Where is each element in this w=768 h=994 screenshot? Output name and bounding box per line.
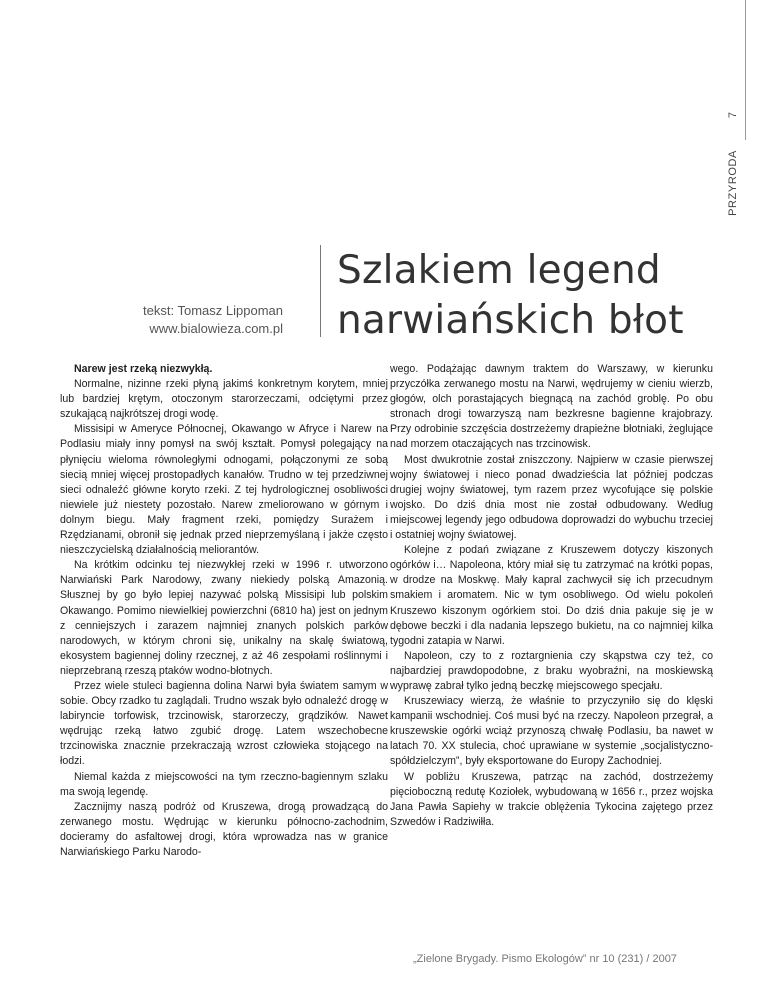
publication-citation: „Zielone Brygady. Pismo Ekologów” nr 10 (231) / 2007 <box>413 953 677 965</box>
article-title <box>337 246 684 346</box>
paragraph: Missisipi w Ameryce Północnej, Okawango w Afryce i Narew na Podlasiu miały inny pomysł na swój kształt. Pomysł polegający na płynięciu wieloma równoległymi odnogami, połączonymi ze sobą siecią mniej więcej prostopadłych kanałów. Trudno w tej przedziwnej sieci odnaleźć główne koryto rzeki. Z tej hydrologicznej osobliwości niewiele już niestety pozostało. Narew zmeliorowano w górnym i dolnym biegu. Mały fragment rzeki, pomiędzy Surażem i Rzędzianami, obronił się jednak przed nieprzemyślaną i jakże często nieszczycielską działalnością meliorantów. <box>60 423 388 557</box>
title-rule <box>320 245 321 337</box>
title-line-2: narwiańskich błot <box>337 298 684 343</box>
website-line: www.bialowieza.com.pl <box>149 321 283 336</box>
paragraph: Zacznijmy naszą podróż od Kruszewa, drogą prowadzącą do zerwanego mostu. Wędrując w kierunku północno-zachodnim, docieramy do asfaltowej drogi, która wprowadza nas w granice Narwiańskiego Parku Narodo- <box>60 800 388 858</box>
paragraph: Normalne, nizinne rzeki płyną jakimś konkretnym korytem, mniej lub bardziej krętym, otoczonym starorzeczami, odciętymi przez szukającą najkrótszej drogi wodę. <box>60 378 388 421</box>
paragraph: Na krótkim odcinku tej niezwykłej rzeki w 1996 r. utworzono Narwiański Park Narodowy, zwany niekiedy polską Amazonią. Słusznej by go było lepiej nazywać polską Missisipi lub polskim Okawango. Pomimo niewielkiej powierzchni (6810 ha) jest on jednym z cenniejszych i zarazem najmniej znanych polskich parków narodowych, w którym chroni się, unikalny na skalę światową, ekosystem bagiennej doliny rzecznej, z aż 46 zespołami roślinnymi i nieprzebraną rzeszą ptaków wodno-błotnych. <box>60 559 388 677</box>
lead-paragraph: Narew jest rzeką niezwykłą. <box>74 363 213 375</box>
byline <box>143 302 283 338</box>
page-number: 7 <box>727 112 739 119</box>
margin-rule <box>745 0 746 140</box>
paragraph: Napoleon, czy to z roztargnienia czy skąpstwa czy też, co najbardziej prawdopodobne, z braku wyobraźni, na moskiewską wyprawę zabrał tylko jedną beczkę miejscowego specjału. <box>390 649 713 692</box>
title-line-1: Szlakiem legend <box>337 248 661 293</box>
paragraph: W pobliżu Kruszewa, patrząc na zachód, dostrzeżemy pięcioboczną redutę Koziołek, wybudowaną w 1656 r., przez wojska Jana Pawła Sapiehy w trakcie oblężenia Tykocina zajętego przez Szwedów i Radziwiłła. <box>390 770 713 828</box>
article-column-1 <box>60 362 388 860</box>
paragraph: Kolejne z podań związane z Kruszewem dotyczy kiszonych ogórków i… Napoleona, który miał się tu zatrzymać na krótki popas, w drodze na Moskwę. Mały kapral zachwycił się ich przecudnym smakiem i aromatem. Nic w tym osobliwego. Od wielu pokoleń Kruszewo kiszonym ogórkiem stoi. Do dziś dnia pakuje się je w dębowe beczki i dla nadania lepszego bukietu, na co najmniej kilka tygodni zatapia w Narwi. <box>390 544 713 647</box>
article-column-2 <box>390 362 713 830</box>
author-line: tekst: Tomasz Lippoman <box>143 303 283 318</box>
paragraph: wego. Podążając dawnym traktem do Warszawy, w kierunku przyczółka zerwanego mostu na Narwi, wędrujemy w cieniu wierzb, głogów, olch porastających biegnącą na zachód groblę. Po obu stronach drogi towarzyszą nam bezkresne bagienne krajobrazy. Przy odrobinie szczęścia dostrzeżemy drapieżne błotniaki, żeglujące nad morzem otaczających nas trzcinowisk. <box>390 363 713 451</box>
section-label: PRZYRODA <box>727 150 739 216</box>
paragraph: Niemal każda z miejscowości na tym rzeczno-bagiennym szlaku ma swoją legendę. <box>60 770 388 798</box>
paragraph: Przez wiele stuleci bagienna dolina Narwi była światem samym w sobie. Obcy rzadko tu zaglądali. Trudno wszak było odnaleźć drogę w labiryncie torfowisk, trzcinowisk, starorzeczy, grądzików. Nawet wędrując rzeką łatwo zgubić drogę. Latem wszechobecne trzcinowiska znacznie przekraczają wzrost człowieka stojącego na łodzi. <box>60 679 388 768</box>
paragraph: Most dwukrotnie został zniszczony. Najpierw w czasie pierwszej wojny światowej i nieco ponad dwadzieścia lat później podczas drugiej wojny światowej, tym razem przez wycofujące się polskie wojsko. Do dziś dnia most nie został odbudowany. Według miejscowej legendy jego odbudowa doprowadzi do wybuchu trzeciej i ostatniej wojny światowej. <box>390 453 713 542</box>
paragraph: Kruszewiacy wierzą, że właśnie to przyczyniło się do klęski kampanii wschodniej. Coś musi być na rzeczy. Napoleon przegrał, a kruszewskie ogórki wciąż przynoszą chwałę Podlasiu, ba nawet w latach 70. XX stulecia, choć uprawiane w systemie „socjalistyczno-spółdzielczym”, były eksportowane do Europy Zachodniej. <box>390 695 713 768</box>
